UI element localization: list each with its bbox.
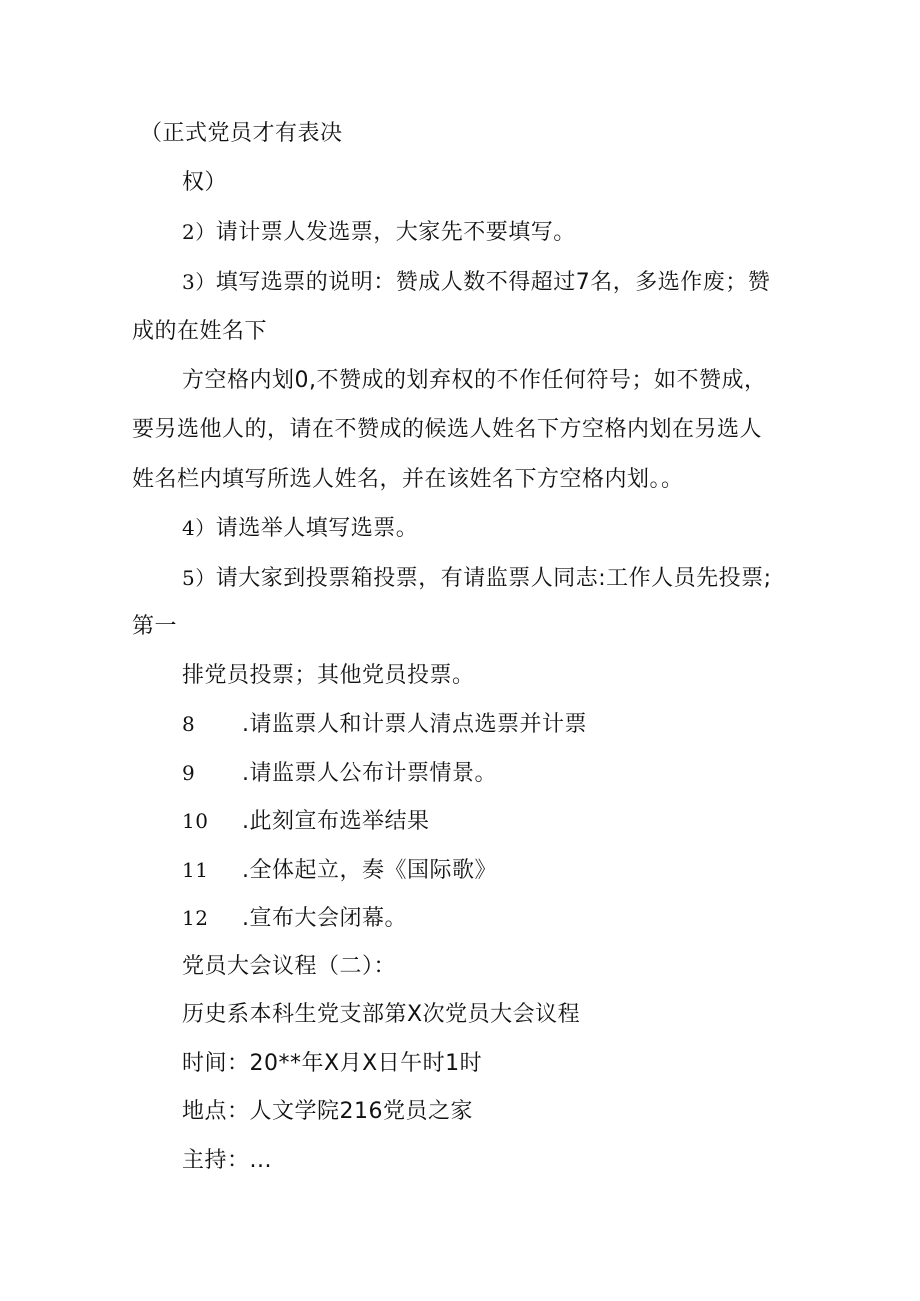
item-number: 2）: [182, 220, 216, 244]
item-number: 5）: [182, 566, 216, 590]
item-number: 3）: [182, 270, 216, 294]
item-5: [182, 562, 772, 595]
line-text: 地点：人文学院216党员之家: [182, 1099, 473, 1124]
text-line-7: [132, 414, 762, 446]
item-4: [182, 512, 418, 545]
item-number: 4）: [182, 516, 216, 540]
item-text: 请选举人填写选票。: [215, 516, 419, 541]
section-heading: [182, 951, 396, 983]
item-number: 12: [182, 906, 209, 930]
agenda-location: [182, 1096, 473, 1128]
text-line-1: [140, 118, 343, 150]
line-text: 成的在姓名下: [132, 319, 268, 344]
item-2: [182, 216, 576, 249]
text-line-12: [182, 660, 475, 692]
line-text: 第一: [132, 614, 178, 639]
item-10: [182, 805, 430, 838]
text-line-2: [182, 167, 227, 199]
text-line-11: [132, 611, 177, 643]
text-line-6: [182, 365, 767, 397]
line-text: 历史系本科生党支部第X次党员大会议程: [182, 1002, 581, 1027]
agenda-title: [182, 999, 580, 1031]
text-line-8: [132, 464, 684, 496]
item-number: 10: [182, 809, 209, 833]
line-text: 要另选他人的，请在不赞成的候选人姓名下方空格内划在另选人: [132, 417, 763, 442]
item-text: .请监票人和计票人清点选票并计票: [242, 712, 587, 737]
agenda-time: [182, 1048, 482, 1080]
line-text: 排党员投票；其他党员投票。: [182, 663, 475, 688]
line-text: 方空格内划0,不赞成的划弃权的不作任何符号；如不赞成，: [182, 368, 767, 393]
line-text: 姓名栏内填写所选人姓名，并在该姓名下方空格内划。。: [132, 467, 684, 492]
item-12: [182, 902, 407, 935]
text-line-5: [132, 316, 267, 348]
item-number: 11: [182, 858, 209, 882]
item-text: .此刻宣布选举结果: [242, 809, 430, 834]
line-text: （正式党员才有表决: [140, 121, 343, 146]
item-text: .请监票人公布计票情景。: [242, 761, 497, 786]
item-text: .全体起立，奏《国际歌》: [242, 858, 497, 883]
line-text: 党员大会议程（二）：: [182, 954, 397, 979]
item-number: 9: [182, 761, 196, 785]
item-text: 请大家到投票箱投票，有请监票人同志:工作人员先投票;: [215, 566, 772, 591]
item-11: [182, 854, 497, 887]
item-text: 填写选票的说明：赞成人数不得超过7名，多选作废；赞: [215, 270, 771, 295]
item-number: 8: [182, 712, 196, 736]
agenda-host: [182, 1145, 272, 1177]
line-text: 权）: [182, 170, 228, 195]
line-text: 时间：20**年X月X日午时1时: [182, 1051, 483, 1076]
item-9: [182, 757, 497, 790]
item-8: [182, 708, 587, 741]
item-3: [182, 266, 770, 299]
line-text: 主持：...: [182, 1148, 272, 1173]
item-text: 请计票人发选票，大家先不要填写。: [215, 220, 576, 245]
item-text: .宣布大会闭幕。: [242, 906, 407, 931]
